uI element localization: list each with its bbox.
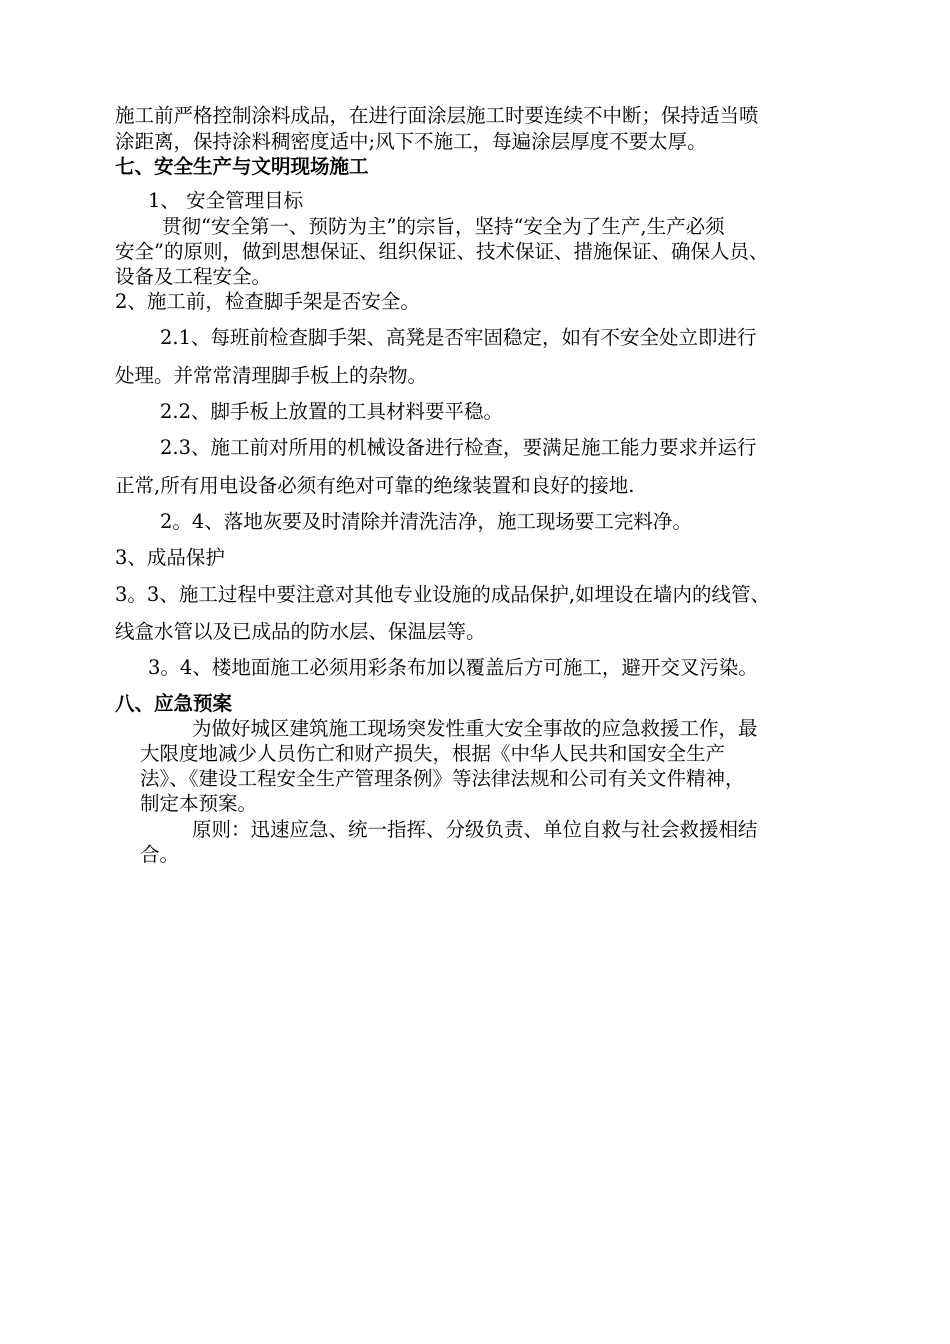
section-7-item-3: 3、成品保护	[115, 546, 225, 569]
intro-line-1: 施工前严格控制涂料成品，在进行面涂层施工时要连续不中断；保持适当喷	[115, 104, 759, 127]
section-8-heading: 八、应急预案	[115, 692, 233, 715]
section-7-para1-line-1: 贯彻“安全第一、预防为主”的宗旨，坚持“安全为了生产,生产必须	[162, 215, 725, 238]
section-7-para1-line-2: 安全”的原则，做到思想保证、组织保证、技术保证、措施保证、确保人员、	[115, 240, 769, 263]
section-8-para2-line-2: 合。	[140, 843, 180, 866]
section-8-para1-line-1: 为做好城区建筑施工现场突发性重大安全事故的应急救援工作，最	[192, 717, 758, 740]
section-7-para1-line-3: 设备及工程安全。	[115, 265, 272, 288]
section-7-item-2-2: 2.2、脚手板上放置的工具材料要平稳。	[160, 400, 504, 423]
intro-line-2: 涂距离，保持涂料稠密度适中;风下不施工，每遍涂层厚度不要太厚。	[115, 130, 707, 153]
section-8-para1-line-3: 法》、《建设工程安全生产管理条例》等法律法规和公司有关文件精神，	[140, 767, 745, 790]
section-8-para1-line-2: 大限度地减少人员伤亡和财产损失，根据《中华人民共和国安全生产	[140, 742, 726, 765]
section-7-item-2: 2、施工前，检查脚手架是否安全。	[115, 290, 420, 313]
section-7-item-2-3-line-1: 2.3、施工前对所用的机械设备进行检查，要满足施工能力要求并运行	[160, 436, 757, 459]
section-7-item-2-1-line-1: 2.1、每班前检查脚手架、高凳是否牢固稳定，如有不安全处立即进行	[160, 326, 757, 349]
section-7-item-2-3-line-2: 正常,所有用电设备必须有绝对可靠的绝缘装置和良好的接地.	[115, 474, 635, 497]
section-7-subheading-1: 1、 安全管理目标	[148, 189, 304, 212]
section-7-item-3-3-line-2: 线盒水管以及已成品的防水层、保温层等。	[115, 620, 486, 643]
section-7-item-2-4: 2。4、落地灰要及时清除并清洗洁净，施工现场要工完料净。	[160, 510, 692, 533]
section-7-item-2-1-line-2: 处理。并常常清理脚手板上的杂物。	[115, 364, 428, 387]
section-8-para1-line-4: 制定本预案。	[140, 792, 258, 815]
section-7-item-3-3-line-1: 3。3、施工过程中要注意对其他专业设施的成品保护,如埋设在墙内的线管、	[115, 583, 771, 606]
section-7-heading: 七、安全生产与文明现场施工	[115, 155, 369, 178]
section-7-item-3-4: 3。4、楼地面施工必须用彩条布加以覆盖后方可施工，避开交叉污染。	[148, 656, 758, 679]
section-8-para2-line-1: 原则：迅速应急、统一指挥、分级负责、单位自救与社会救援相结	[192, 818, 758, 841]
